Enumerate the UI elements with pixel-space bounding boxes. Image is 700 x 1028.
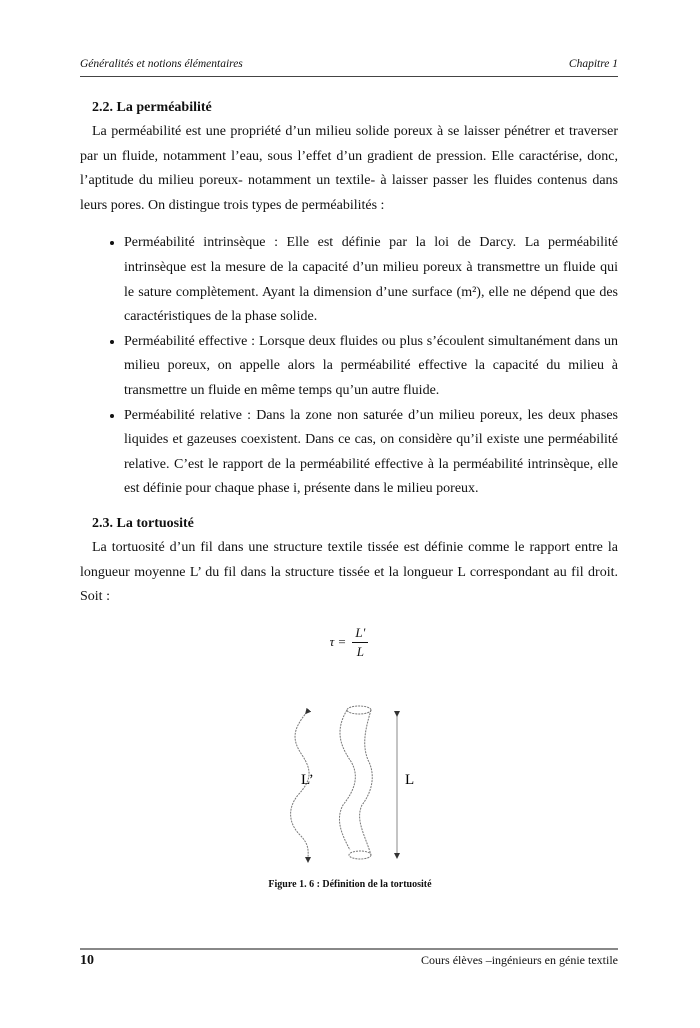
page-footer (80, 953, 618, 969)
tortuosity-formula (80, 624, 618, 661)
formula-denominator: L (356, 643, 364, 659)
formula-lhs: τ = (329, 633, 347, 649)
page-number: 10 (80, 953, 94, 968)
page-body (80, 96, 618, 661)
figure-caption: Figure 1. 6 : Définition de la tortuosité (268, 879, 432, 890)
label-straight-length: L (405, 772, 415, 788)
section-heading-permeabilite: 2.2. La perméabilité (92, 100, 212, 115)
list-item: • Perméabilité intrinsèque : Elle est définie par la loi de Darcy. La perméabilité intrinsèque est la mesure de la capacité d’un milieu poreux à transmettre un fluide qui le sature complètement. Ayant la dimension d’une surface (m²), elle ne dépend que des caractéristiques de la phase solide. (124, 231, 618, 329)
list-item: • Perméabilité relative : Dans la zone non saturée d’un milieu poreux, les deux phases liquides et gazeuses coexistent. Dans ce cas, on considère qu’il existe une perméabilité relative. C’est le rapport de la perméabilité effective à la perméabilité intrinsèque, elle est définie pour chaque phase i, présente dans le milieu poreux. (124, 404, 618, 502)
list-item: • Perméabilité effective : Lorsque deux fluides ou plus s’écoulent simultanément dans un milieu poreux, on appelle alors la perméabilité effective la capacité du milieu à transmettre un fluide en même temps qu’un autre fluide. (124, 330, 618, 404)
label-curved-length: L’ (301, 772, 314, 788)
section-heading-tortuosite: 2.3. La tortuosité (92, 515, 194, 531)
page-header (80, 58, 618, 70)
header-left: Généralités et notions élémentaires (80, 58, 243, 70)
paragraph-permeabilite: La perméabilité est une propriété d’un milieu solide poreux à se laisser pénétrer et traverser par un fluide, notamment l’eau, sous l’effet d’un gradient de pression. Elle caractérise, donc, l’aptitude du milieu poreux- notamment un textile- à laisser passer les fluides contenus dans leurs pores. On distingue trois types de perméabilités : (80, 124, 618, 213)
formula-numerator: L' (352, 624, 368, 643)
paragraph-tortuosite: La tortuosité d’un fil dans une structure textile tissée est définie comme le rapport entre la longueur moyenne L’ du fil dans la structure tissée et la longueur L correspondant au fil droit. Soit : (80, 539, 618, 605)
header-right: Chapitre 1 (568, 58, 618, 70)
yarn-tube (339, 706, 372, 859)
footer-right: Cours élèves –ingénieurs en génie textile (421, 953, 618, 967)
permeability-types-list (80, 231, 618, 502)
tortuosity-figure (280, 700, 440, 870)
footer-divider (80, 948, 618, 950)
formula-fraction (352, 624, 368, 661)
header-divider (80, 76, 618, 77)
